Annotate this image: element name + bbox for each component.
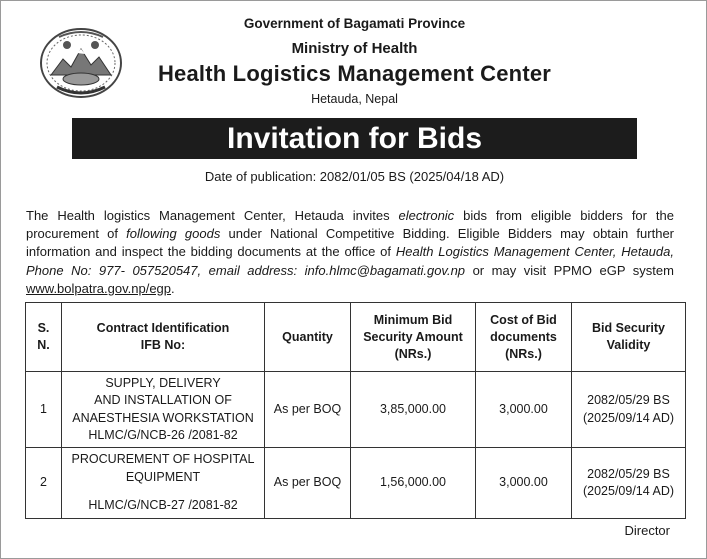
table-row xyxy=(26,448,686,519)
header-cost: Cost of Bid documents (NRs.) xyxy=(476,303,572,372)
table-row xyxy=(26,372,686,448)
row-sn: 1 xyxy=(26,372,62,448)
header-contract: Contract Identification IFB No: xyxy=(62,303,265,372)
intro-emphasis: electronic xyxy=(398,208,455,223)
row-cost: 3,000.00 xyxy=(476,448,572,519)
publication-date: Date of publication: 2082/01/05 BS (2025/04/18 AD) xyxy=(204,169,505,184)
row-security: 3,85,000.00 xyxy=(351,372,476,448)
signature-title: Director xyxy=(624,523,670,538)
page-title: Invitation for Bids xyxy=(72,118,637,159)
row-validity: 2082/05/29 BS (2025/09/14 AD) xyxy=(572,448,686,519)
row-cost: 3,000.00 xyxy=(476,372,572,448)
bids-table xyxy=(25,302,686,519)
intro-text: The Health logistics Management Center, Hetauda invites xyxy=(26,208,399,223)
intro-text: . xyxy=(171,280,175,296)
office-contact: Health Logistics Management Center, Hetauda, Phone No: 977- 057520547, email address: info.hlmc@bagamati.gov.np xyxy=(26,244,674,278)
row-contract: PROCUREMENT OF HOSPITAL EQUIPMENT HLMC/G/NCB-27 /2081-82 xyxy=(62,448,265,519)
government-heading: Government of Bagamati Province xyxy=(243,16,466,31)
intro-paragraph xyxy=(26,207,674,298)
intro-text: or may visit PPMO eGP system xyxy=(465,262,674,278)
intro-text: under National Competitive Bidding. Eligible Bidders may obtain further information and inspect the bidding documents at the office of xyxy=(26,226,674,260)
table-header-row xyxy=(26,303,686,372)
intro-text: bids from eligible bidders for the procurement of xyxy=(26,208,674,242)
center-heading: Health Logistics Management Center xyxy=(157,61,552,86)
header-quantity: Quantity xyxy=(265,303,351,372)
intro-emphasis: following goods xyxy=(126,226,221,242)
header-sn: S. N. xyxy=(26,303,62,372)
header-validity: Bid Security Validity xyxy=(572,303,686,372)
row-validity: 2082/05/29 BS (2025/09/14 AD) xyxy=(572,372,686,448)
row-quantity: As per BOQ xyxy=(265,372,351,448)
row-sn: 2 xyxy=(26,448,62,519)
ministry-heading: Ministry of Health xyxy=(291,40,418,57)
egp-link[interactable]: www.bolpatra.gov.np/egp xyxy=(26,280,172,296)
row-security: 1,56,000.00 xyxy=(351,448,476,519)
location-text: Hetauda, Nepal xyxy=(311,92,398,106)
header-security: Minimum Bid Security Amount (NRs.) xyxy=(351,303,476,372)
row-contract: SUPPLY, DELIVERY AND INSTALLATION OF ANAESTHESIA WORKSTATION HLMC/G/NCB-26 /2081-82 xyxy=(62,372,265,448)
row-quantity: As per BOQ xyxy=(265,448,351,519)
